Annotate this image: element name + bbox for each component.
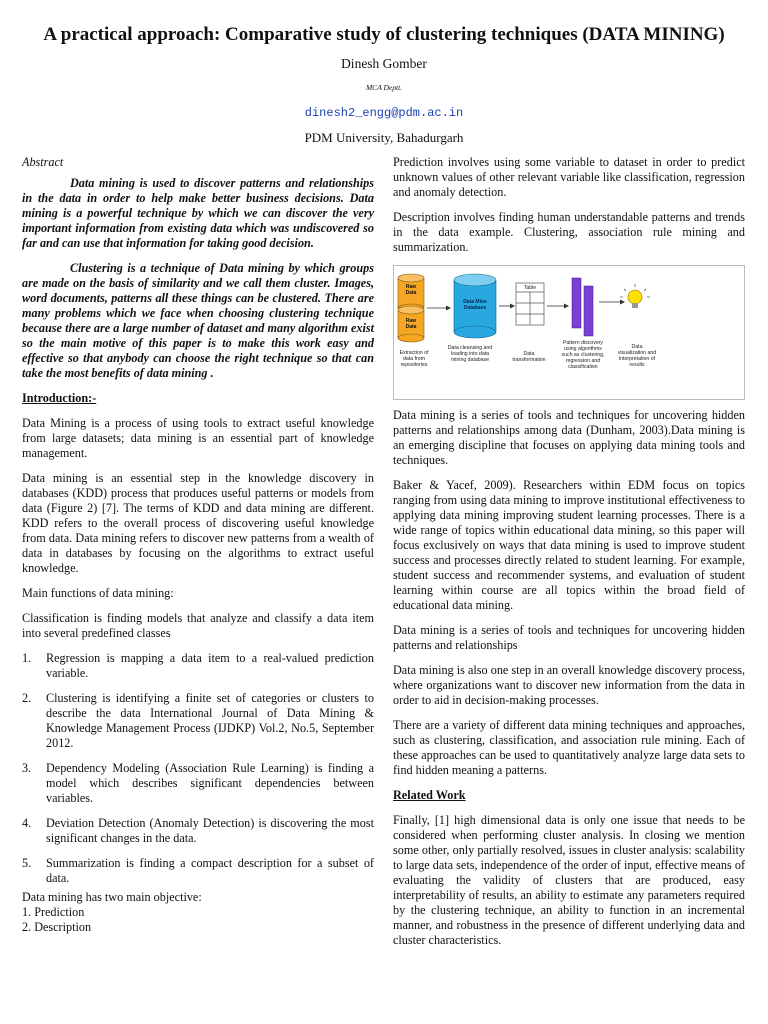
author-dept: MCA Deptt. <box>365 83 403 92</box>
list-number: 2. <box>22 691 32 705</box>
introduction-heading: Introduction:- <box>22 391 97 405</box>
pattern-bars <box>572 278 593 336</box>
objective-description: 2. Description <box>22 920 92 934</box>
list-item <box>22 691 374 751</box>
raw-data-label-1: Raw Data <box>405 284 417 296</box>
abstract-label: Abstract <box>22 155 64 169</box>
caption-extraction: Extraction of data from repositories <box>399 350 429 368</box>
list-text: Deviation Detection (Anomaly Detection) is discovering the most significant changes in the data. <box>46 816 374 845</box>
arrow-right-icon <box>499 304 515 309</box>
database-label: Data Mine Database <box>463 299 487 311</box>
caption-pattern: Pattern discovery using algorithms such as clustering, regression and classification <box>561 340 605 370</box>
right-paragraph-3: Data mining is a series of tools and techniques for uncovering hidden patterns and relationships <box>393 623 745 652</box>
objective-prediction: 1. Prediction <box>22 905 85 919</box>
intro-paragraph-1: Data Mining is a process of using tools to extract useful knowledge from large datasets; data mining is an essential part of knowledge management. <box>22 416 374 460</box>
list-text: Regression is mapping a data item to a real-valued prediction variable. <box>46 651 374 680</box>
list-text: Dependency Modeling (Association Rule Learning) is finding a model which describes significant dependencies between variables. <box>46 761 374 805</box>
author-university: PDM University, Bahadurgarh <box>304 130 464 145</box>
right-column <box>393 155 745 958</box>
list-number: 1. <box>22 651 32 665</box>
list-number: 5. <box>22 856 32 870</box>
arrow-right-icon <box>599 300 625 305</box>
caption-cleansing: Data cleansing and loading into data mining database <box>447 345 493 363</box>
abstract-paragraph-1: Data mining is used to discover patterns and relationships in the data in order to help make better business decisions. Data mining is a powerful technique by which we can discover the very important information from existing data which was undiscovered so far and can use that information for taking good decision. <box>22 176 374 250</box>
main-functions-label: Main functions of data mining: <box>22 586 174 600</box>
list-number: 4. <box>22 816 32 830</box>
process-diagram <box>394 266 746 401</box>
intro-paragraph-2: Data mining is an essential step in the knowledge discovery in databases (KDD) process that produces useful patterns or models from data (Figure 2) [7]. The terms of KDD and data mining are different. KDD refers to the overall process of discovering useful knowledge from data. Data mining refers to discover new patterns from a wealth of data in databases by focusing on the algorithms to extract useful knowledge. <box>22 471 374 575</box>
list-text: Summarization is finding a compact description for a subset of data. <box>46 856 374 885</box>
paper-title: A practical approach: Comparative study of clustering techniques (DATA MINING) <box>43 24 725 45</box>
arrow-right-icon <box>427 306 451 311</box>
right-paragraph-2: Baker & Yacef, 2009). Researchers within EDM focus on topics ranging from using data mining to improve institutional effectiveness to applying data mining improving student learning processes. There is a wide range of topics within educational data mining, so this paper will focus exclusively on ways that data mining is used to improve student success and processes directly related to student learning. For example, student success and recommender systems, and evaluation of student learning within course are all topics within the broad field of educational data mining. <box>393 478 745 612</box>
objective-label: Data mining has two main objective: <box>22 890 202 904</box>
author-email[interactable]: dinesh2_engg@pdm.ac.in <box>304 106 464 120</box>
related-work-heading: Related Work <box>393 788 466 802</box>
related-work-paragraph: Finally, [1] high dimensional data is only one issue that needs to be considered when performing cluster analysis. In closing we mention some other, only partially resolved, issues in cluster analysis: scalability to large data sets, independence of the order of input, effective means of evaluating the validity of clusters that are produced, easy interpretability of results, an ability to estimate any parameters required by the clustering technique, an ability to function in an incremental manner, and robustness in the presence of different underlying data and cluster characteristics. <box>393 813 745 947</box>
table-label: Table <box>523 285 537 291</box>
right-paragraph-4: Data mining is also one step in an overall knowledge discovery process, where organizations want to discover new information from the data in order to aid in decision-making processes. <box>393 663 745 707</box>
author-name: Dinesh Gomber <box>341 56 427 71</box>
list-item <box>22 856 374 886</box>
caption-transformation: Data transformation <box>512 351 546 363</box>
list-item <box>22 651 374 681</box>
classification-paragraph: Classification is finding models that analyze and classify a data item into several predefined classes <box>22 611 374 640</box>
abstract-paragraph-2: Clustering is a technique of Data mining by which groups are made on the basis of similarity and we call them cluster. Images, word documents, patterns all these things can be clustered. There are many problems which we face when choosing clustering technique because there are a large number of dataset and many algorithm exist so the main motive of this paper is to make this work easy and effective so that anybody can choose the right technique so that can take the most benefits of data mining . <box>22 261 374 380</box>
left-column <box>22 155 374 935</box>
data-mining-process-figure <box>393 265 745 400</box>
arrow-right-icon <box>547 304 569 309</box>
list-number: 3. <box>22 761 32 775</box>
caption-visualization: Data visualization and interpretation of results <box>617 344 657 368</box>
right-paragraph-1: Data mining is a series of tools and techniques for uncovering hidden patterns and relationships among data (Dunham, 2003).Data mining is an emerging discipline that focuses on applying data mining tools and techniques. <box>393 408 745 467</box>
raw-data-label-2: Raw Data <box>405 318 417 330</box>
description-paragraph: Description involves finding human understandable patterns and trends in the data example. Clustering, association rule mining and summarization. <box>393 210 745 254</box>
lightbulb-icon <box>620 284 650 308</box>
prediction-paragraph: Prediction involves using some variable to dataset in order to predict unknown values of other relevant variable like classification, regression and anomaly detection. <box>393 155 745 199</box>
list-item <box>22 816 374 846</box>
list-item <box>22 761 374 806</box>
list-text: Clustering is identifying a finite set of categories or clusters to describe the data International Journal of Data Mining & Knowledge Management Process (IJDKP) Vol.2, No.5, September 2012. <box>46 691 374 750</box>
right-paragraph-5: There are a variety of different data mining techniques and approaches, such as clustering, classification, and association rule mining. Each of these approaches can be used to quantitatively analyze large data sets to find hidden meaning a patterns. <box>393 718 745 777</box>
